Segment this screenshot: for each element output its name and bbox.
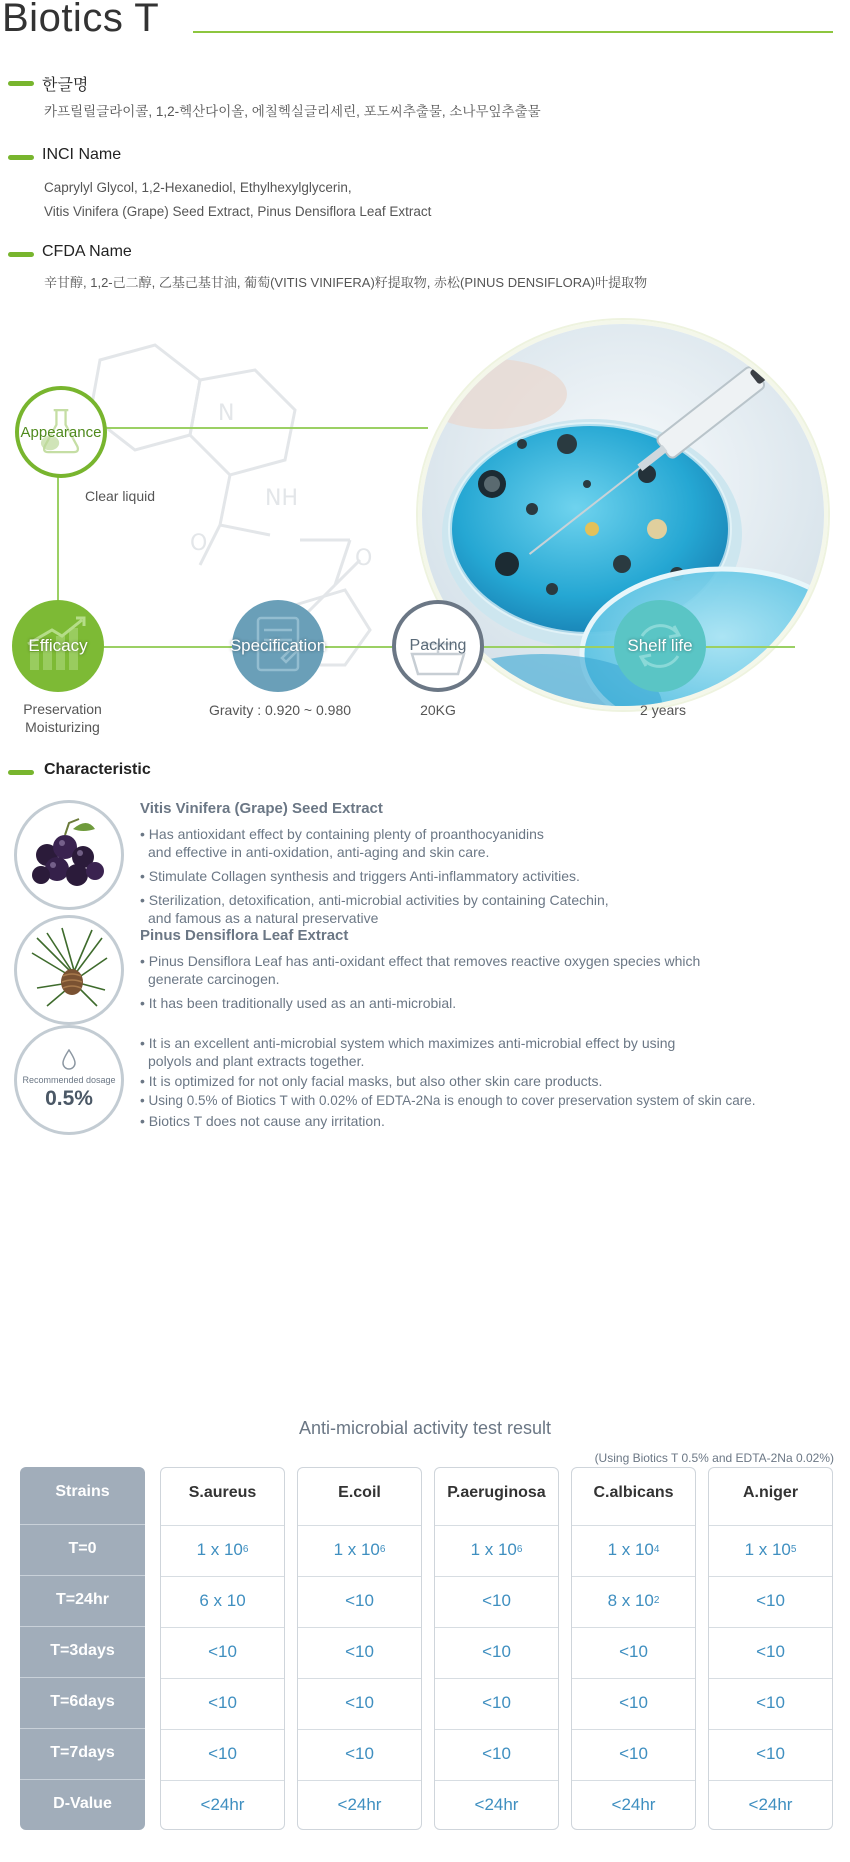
table-cell: <10	[756, 1693, 785, 1712]
dosage-bullet-1	[140, 1034, 756, 1070]
pine-title: Pinus Densiflora Leaf Extract	[140, 927, 349, 944]
table-cell: <10	[345, 1744, 374, 1763]
pine-bullet-2: • It has been traditionally used as an anti-microbial.	[140, 995, 457, 1011]
packing-value: 20KG	[420, 702, 456, 718]
table-cell: <10	[756, 1744, 785, 1763]
table-cell: <10	[482, 1642, 511, 1661]
svg-text:O: O	[190, 531, 208, 556]
strains-header: Strains	[55, 1483, 110, 1500]
cfda-name-text: 辛甘醇, 1,2-己二醇, 乙基己基甘油, 葡萄(VITIS VINIFERA)籽提取物, 赤松(PINUS DENSIFLORA)叶提取物	[44, 275, 648, 290]
korean-name-heading: 한글명	[42, 77, 89, 94]
inci-name-text	[44, 176, 431, 224]
grape-bullet-3	[140, 891, 609, 927]
table-cell: <24hr	[474, 1795, 519, 1814]
table-cell: <24hr	[748, 1795, 793, 1814]
pine-bullet-1-line-1: • Pinus Densiflora Leaf has anti-oxidant effect that removes reactive oxygen species which	[140, 953, 701, 969]
dosage-bullet-4: • Biotics T does not cause any irritation.	[140, 1113, 385, 1129]
table-cell: <10	[482, 1693, 511, 1712]
shelf-life-label: Shelf life	[627, 636, 693, 655]
grape-image	[14, 800, 124, 910]
specification-node	[229, 600, 327, 692]
strain-name: E.coil	[338, 1484, 381, 1501]
table-cell: <10	[345, 1591, 374, 1610]
strains-column	[20, 1467, 145, 1830]
table-cell: <10	[208, 1693, 237, 1712]
svg-text:O: O	[355, 546, 373, 571]
row-label: T=0	[68, 1540, 97, 1557]
table-note: (Using Biotics T 0.5% and EDTA-2Na 0.02%)	[594, 1451, 834, 1465]
molecule-watermark	[60, 335, 380, 695]
strain-column-e-coil	[297, 1467, 422, 1830]
strain-name: C.albicans	[593, 1484, 674, 1501]
strain-name: S.aureus	[188, 1484, 257, 1501]
grape-bullet-3-line-1: • Sterilization, detoxification, anti-microbial activities by containing Catechin,	[140, 892, 609, 908]
table-cell: <10	[345, 1693, 374, 1712]
dosage-characteristic	[140, 1034, 756, 1132]
table-cell: 6 x 10	[199, 1591, 246, 1610]
strain-name: A.niger	[742, 1484, 799, 1501]
table-title: Anti-microbial activity test result	[298, 1418, 552, 1438]
strain-column-a-niger	[708, 1467, 833, 1830]
table-cell: <24hr	[611, 1795, 656, 1814]
table-cell: <10	[756, 1642, 785, 1661]
table-cell: 1 x 10 6	[470, 1540, 523, 1559]
recommended-dosage-label: Recommended dosage	[22, 1075, 116, 1085]
row-label: T=6days	[50, 1693, 115, 1710]
dosage-bullet-1-line-2: polyols and plant extracts together.	[148, 1053, 365, 1069]
section-marker	[8, 252, 34, 257]
strain-column-c-albicans	[571, 1467, 696, 1830]
efficacy-node	[12, 600, 104, 692]
table-cell: 8 x 10 2	[607, 1591, 660, 1610]
section-marker	[8, 155, 34, 160]
dosage-bullet-2: • It is optimized for not only facial masks, but also other skin care products.	[140, 1073, 603, 1089]
appearance-node	[15, 386, 107, 478]
table-cell: <10	[482, 1591, 511, 1610]
table-cell: <10	[482, 1744, 511, 1763]
strain-column-s-aureus	[160, 1467, 285, 1830]
table-cell: <10	[208, 1744, 237, 1763]
grape-title: Vitis Vinifera (Grape) Seed Extract	[140, 800, 383, 817]
row-label: T=24hr	[56, 1591, 109, 1608]
pine-characteristic	[140, 927, 700, 1018]
packing-label: Packing	[409, 637, 467, 654]
title-underline	[193, 31, 833, 33]
grape-illustration	[17, 803, 121, 907]
grape-characteristic	[140, 800, 609, 933]
packing-node	[392, 600, 484, 692]
table-cell: <24hr	[200, 1795, 245, 1814]
row-label: T=7days	[50, 1744, 115, 1761]
pine-bullet-1-line-2: generate carcinogen.	[148, 971, 280, 987]
dosage-bullet-3: • Using 0.5% of Biotics T with 0.02% of EDTA-2Na is enough to cover preservation system of skin care.	[140, 1093, 756, 1108]
row-label: T=3days	[50, 1642, 115, 1659]
table-cell: <10	[208, 1642, 237, 1661]
grape-bullet-1	[140, 825, 609, 861]
row-label: D-Value	[53, 1795, 112, 1812]
appearance-value: Clear liquid	[84, 488, 156, 504]
characteristic-heading: Characteristic	[44, 761, 151, 778]
pine-image	[14, 915, 124, 1025]
korean-name-text: 카프릴릴글라이콜, 1,2-헥산다이올, 에칠헥실글리세린, 포도씨추출물, 소나무잎추출물	[44, 104, 541, 119]
efficacy-value	[5, 700, 120, 736]
specification-value: Gravity : 0.920 ~ 0.980	[208, 702, 352, 718]
strain-column-p-aeruginosa	[434, 1467, 559, 1830]
grape-bullet-1-line-2: and effective in anti-oxidation, anti-aging and skin care.	[148, 844, 490, 860]
section-marker	[8, 770, 34, 775]
shelf-life-value: 2 years	[640, 702, 686, 718]
section-marker	[8, 81, 34, 86]
inci-name-heading: INCI Name	[42, 146, 122, 163]
droplet-icon	[61, 1049, 77, 1071]
efficacy-value-line-1: Preservation	[23, 701, 102, 717]
inci-line-1: Caprylyl Glycol, 1,2-Hexanediol, Ethylhexylglycerin,	[44, 180, 352, 195]
product-title: Biotics T	[2, 0, 160, 40]
recommended-dosage-value: 0.5%	[45, 1087, 93, 1110]
appearance-label: Appearance	[20, 423, 102, 441]
grape-bullet-2: • Stimulate Collagen synthesis and triggers Anti-inflammatory activities.	[140, 868, 580, 884]
connector-appearance-photo	[98, 427, 428, 429]
strain-name: P.aeruginosa	[447, 1484, 546, 1501]
specification-label: Specification	[229, 636, 327, 655]
cfda-name-heading: CFDA Name	[42, 243, 132, 260]
pine-illustration	[17, 918, 121, 1022]
table-cell: <10	[619, 1693, 648, 1712]
table-cell: <10	[756, 1591, 785, 1610]
grape-bullet-3-line-2: and famous as a natural preservative	[148, 910, 379, 926]
table-cell: 1 x 10 6	[333, 1540, 386, 1559]
shelf-life-node	[614, 600, 706, 692]
table-cell: <10	[619, 1744, 648, 1763]
table-cell: 1 x 10 6	[196, 1540, 249, 1559]
efficacy-value-line-2: Moisturizing	[25, 719, 100, 735]
efficacy-label: Efficacy	[28, 636, 88, 655]
recommended-dosage-badge	[14, 1025, 124, 1135]
table-cell: <24hr	[337, 1795, 382, 1814]
dosage-bullet-1-line-1: • It is an excellent anti-microbial system which maximizes anti-microbial effect by using	[140, 1035, 676, 1051]
inci-line-2: Vitis Vinifera (Grape) Seed Extract, Pinus Densiflora Leaf Extract	[44, 204, 432, 219]
table-cell: 1 x 10 5	[744, 1540, 797, 1559]
grape-bullet-1-line-1: • Has antioxidant effect by containing plenty of proanthocyanidins	[140, 826, 544, 842]
svg-text:NH: NH	[265, 486, 298, 511]
pine-bullet-1	[140, 952, 700, 988]
svg-text:N: N	[218, 401, 235, 426]
table-cell: 1 x 10 4	[607, 1540, 660, 1559]
table-cell: <10	[619, 1642, 648, 1661]
table-cell: <10	[345, 1642, 374, 1661]
